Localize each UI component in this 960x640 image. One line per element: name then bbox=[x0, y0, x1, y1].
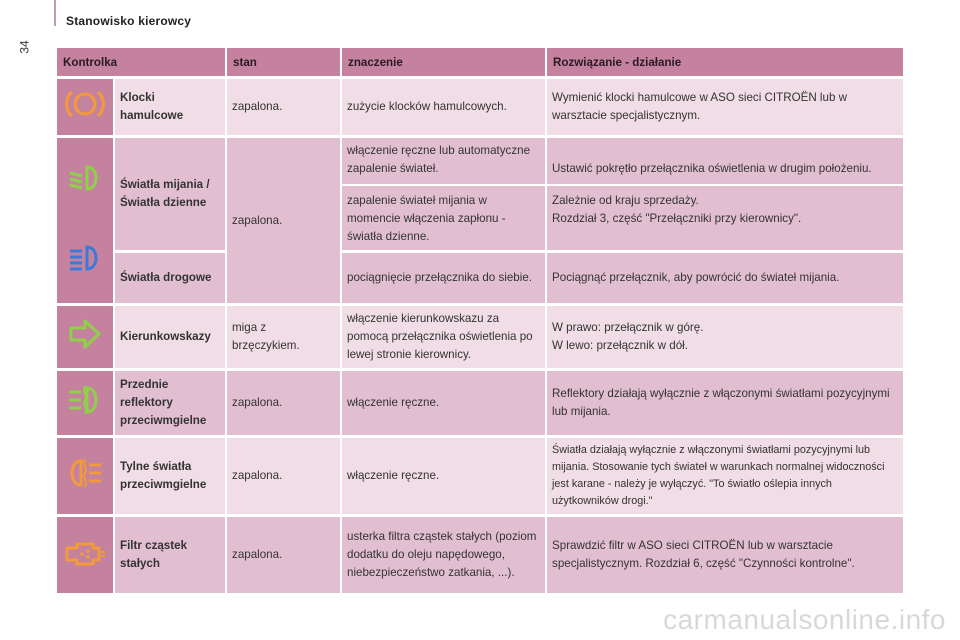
light-action bbox=[547, 306, 903, 368]
icon-cell bbox=[57, 371, 115, 435]
light-state: zapalona. bbox=[227, 517, 342, 593]
action-part: Ustawić pokrętło przełącznika oświetlenia w drugim położeniu. bbox=[552, 162, 872, 175]
meaning-part: włączenie ręczne lub automatyczne zapalenie świateł. bbox=[347, 144, 531, 175]
turn-signal-icon bbox=[65, 316, 105, 352]
action-part: Zależnie od kraju sprzedaży. bbox=[552, 194, 699, 207]
icon-cell bbox=[57, 306, 115, 368]
page-rule bbox=[54, 0, 56, 26]
light-state: zapalona. bbox=[227, 438, 342, 514]
front-fog-icon bbox=[65, 382, 105, 418]
page-number: 34 bbox=[17, 40, 32, 54]
table-header-row bbox=[57, 48, 903, 76]
light-meaning: włączenie ręczne. bbox=[342, 438, 547, 514]
light-state: zapalona. bbox=[227, 79, 342, 135]
column-header: znaczenie bbox=[342, 48, 547, 76]
light-name: Kierunkowskazy bbox=[115, 306, 227, 368]
warning-lights-table bbox=[57, 45, 903, 596]
light-name: Światła drogowe bbox=[115, 253, 227, 303]
light-action: Wymienić klocki hamulcowe w ASO sieci CITROËN lub w warsztacie specjalistycznym. bbox=[547, 79, 903, 135]
table-row bbox=[57, 138, 903, 250]
low-beam-icon bbox=[65, 161, 105, 195]
light-state: zapalona. bbox=[227, 138, 342, 303]
light-meaning: włączenie kierunkowskazu za pomocą przełącznika oświetlenia po lewej stronie kierownicy. bbox=[342, 306, 547, 368]
icon-cell bbox=[57, 517, 115, 593]
light-name: Przednie reflektory przeciwmgielne bbox=[115, 371, 227, 435]
light-action: Światła działają wyłącznie z włączonymi światłami pozycyjnymi lub mijania. Stosowanie tych świateł w warunkach normalnej widoczności jest karane - należy je wyłączyć. "To światło oślepia innych użytkowników drogi." bbox=[547, 438, 903, 514]
table-row bbox=[57, 253, 903, 303]
particle-filter-icon bbox=[63, 534, 107, 570]
rear-fog-icon bbox=[65, 455, 105, 491]
icon-cell bbox=[57, 138, 115, 303]
light-meaning: pociągnięcie przełącznika do siebie. bbox=[342, 253, 547, 303]
table-row bbox=[57, 79, 903, 135]
page-title: Stanowisko kierowcy bbox=[66, 14, 192, 28]
action-part: W lewo: przełącznik w dół. bbox=[552, 339, 688, 352]
action-part: Rozdział 3, część "Przełączniki przy kierownicy". bbox=[552, 212, 802, 225]
light-meaning: zużycie klocków hamulcowych. bbox=[342, 79, 547, 135]
icon-cell bbox=[57, 438, 115, 514]
brake-pads-icon bbox=[65, 86, 105, 122]
light-meaning bbox=[342, 138, 547, 250]
light-state: miga z brzęczykiem. bbox=[227, 306, 342, 368]
light-action: Sprawdzić filtr w ASO sieci CITROËN lub w warsztacie specjalistycznym. Rozdział 6, część "Czynności kontrolne". bbox=[547, 517, 903, 593]
action-part: W prawo: przełącznik w górę. bbox=[552, 321, 704, 334]
light-name: Filtr cząstek stałych bbox=[115, 517, 227, 593]
light-meaning: włączenie ręczne. bbox=[342, 371, 547, 435]
row-divider bbox=[342, 184, 545, 186]
table-row bbox=[57, 306, 903, 368]
light-action: Reflektory działają wyłącznie z włączonymi światłami pozycyjnymi lub mijania. bbox=[547, 371, 903, 435]
light-state: zapalona. bbox=[227, 371, 342, 435]
light-meaning: usterka filtra cząstek stałych (poziom dodatku do oleju napędowego, niebezpieczeństwo zatkania, ...). bbox=[342, 517, 547, 593]
table-row bbox=[57, 517, 903, 593]
light-action: Pociągnąć przełącznik, aby powrócić do świateł mijania. bbox=[547, 253, 903, 303]
watermark: carmanualsonline.info bbox=[663, 604, 946, 635]
column-header: Rozwiązanie - działanie bbox=[547, 48, 903, 76]
table-row bbox=[57, 438, 903, 514]
light-name: Światła mijania / Światła dzienne bbox=[115, 138, 227, 250]
light-name: Klocki hamulcowe bbox=[115, 79, 227, 135]
column-header: Kontrolka bbox=[57, 48, 227, 76]
meaning-part: zapalenie świateł mijania w momencie włączenia zapłonu - światła dzienne. bbox=[347, 194, 506, 243]
icon-cell bbox=[57, 79, 115, 135]
light-action bbox=[547, 138, 903, 250]
row-divider bbox=[547, 184, 903, 186]
table-row bbox=[57, 371, 903, 435]
light-name: Tylne światła przeciwmgielne bbox=[115, 438, 227, 514]
high-beam-icon bbox=[65, 241, 105, 275]
column-header: stan bbox=[227, 48, 342, 76]
